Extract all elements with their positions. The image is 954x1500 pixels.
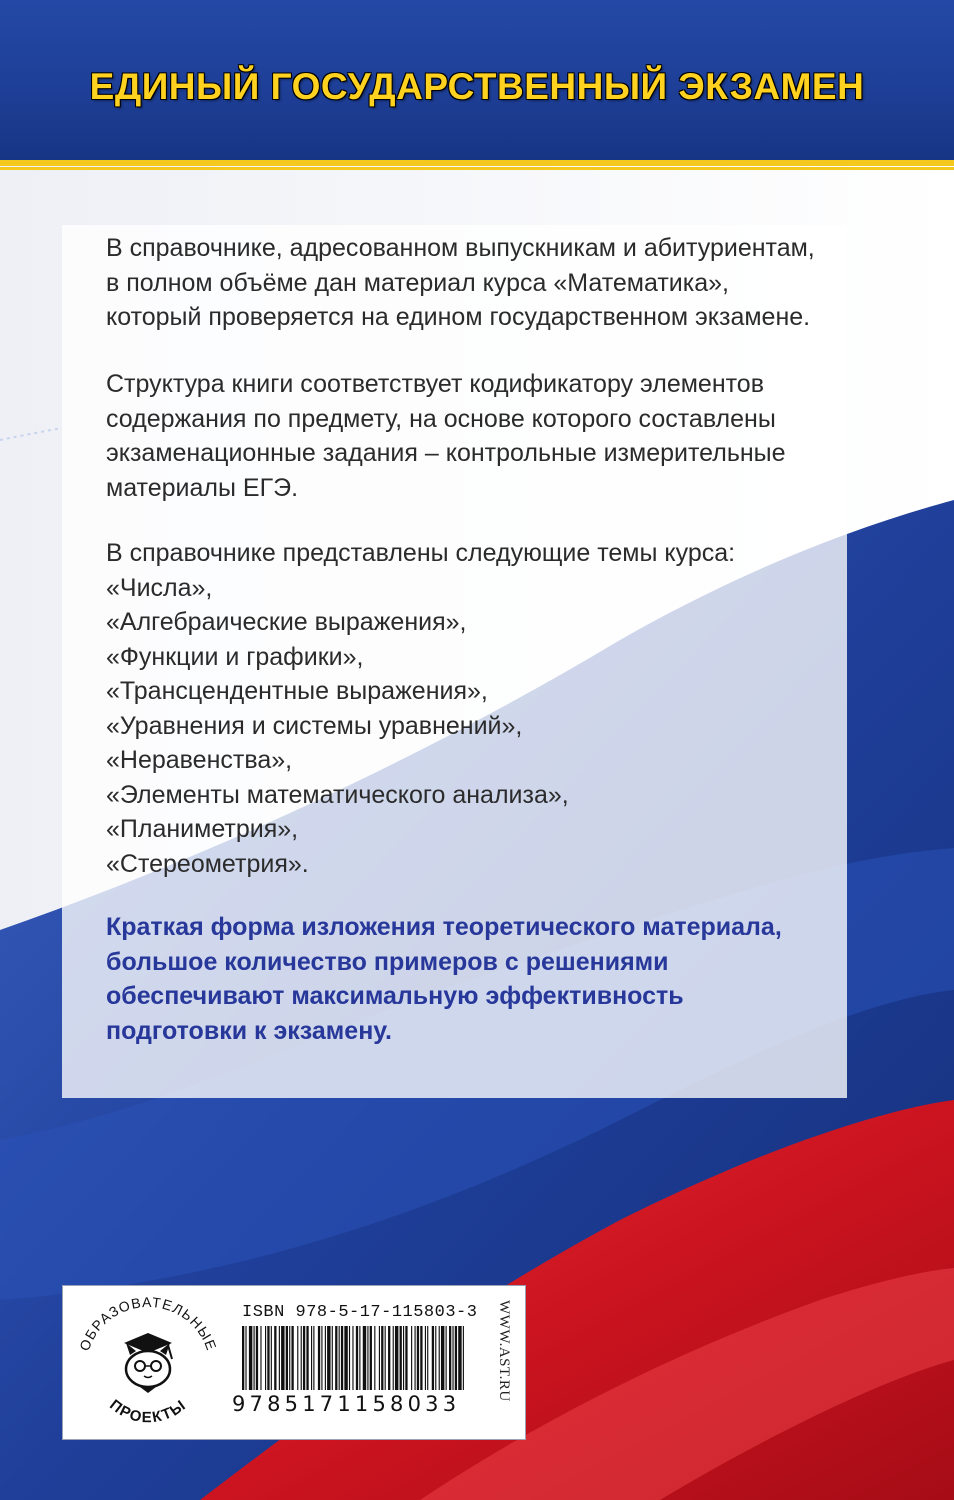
barcode-bar <box>289 1326 290 1390</box>
barcode <box>240 1326 468 1390</box>
barcode-bar <box>242 1326 244 1390</box>
topic-item: «Функции и графики», <box>106 642 364 671</box>
barcode-bar <box>427 1326 428 1390</box>
cat-icon <box>124 1333 172 1393</box>
barcode-bar <box>403 1326 404 1390</box>
barcode-bar <box>249 1326 252 1390</box>
topics-section <box>106 536 826 881</box>
accent-paragraph: Краткая форма изложения теоретического материала, большое количество примеров с решениями обеспечивают максимальную эффективность подготовки к экзамену. <box>106 913 782 1045</box>
topic-item: «Уравнения и системы уравнений», <box>106 711 523 740</box>
barcode-bar <box>256 1326 258 1390</box>
barcode-bar <box>254 1326 255 1390</box>
barcode-bar <box>417 1326 419 1390</box>
barcode-bar <box>400 1326 402 1390</box>
barcode-bar <box>411 1326 412 1390</box>
barcode-bar <box>260 1326 261 1390</box>
barcode-bar <box>349 1326 350 1390</box>
barcode-bar <box>297 1326 298 1390</box>
topic-item: «Планиметрия», <box>106 815 299 843</box>
barcode-bar <box>446 1326 447 1390</box>
barcode-bar <box>274 1326 276 1390</box>
barcode-bar <box>279 1326 280 1390</box>
isbn-number: ISBN 978-5-17-115803-3 <box>242 1303 478 1322</box>
header-band <box>0 0 954 166</box>
barcode-bar <box>425 1326 426 1390</box>
barcode-bar <box>359 1326 360 1390</box>
barcode-bar <box>367 1326 368 1390</box>
barcode-bar <box>441 1326 444 1390</box>
barcode-bar <box>339 1326 340 1390</box>
barcode-bar <box>301 1326 302 1390</box>
topics-intro: В справочнике представлены следующие темы курса: <box>106 539 736 567</box>
barcode-bar <box>265 1326 266 1390</box>
intro-paragraph: В справочнике, адресованном выпускникам и абитуриентам, в полном объёме дан материал курса «Математика», который проверяется на едином государственном экзамене. <box>106 234 815 331</box>
barcode-bar <box>286 1326 288 1390</box>
structure-paragraph: Структура книги соответствует кодификатору элементов содержания по предмету, на основе которого составлены экзаменационные задания – контрольные измерительные материалы ЕГЭ. <box>106 370 786 502</box>
barcode-bar <box>291 1326 293 1390</box>
topic-item: «Числа», <box>106 573 213 602</box>
barcode-bar <box>313 1326 314 1390</box>
barcode-bar <box>344 1326 347 1390</box>
barcode-bar <box>352 1326 353 1390</box>
logo-text-bottom: ПРОЕКТЫ <box>106 1396 190 1427</box>
barcode-bar <box>311 1326 312 1390</box>
barcode-bar <box>455 1326 457 1390</box>
barcode-bar <box>463 1326 464 1390</box>
barcode-bar <box>393 1326 394 1390</box>
barcode-bar <box>435 1326 436 1390</box>
barcode-bar <box>363 1326 366 1390</box>
barcode-bar <box>356 1326 358 1390</box>
barcode-bar <box>370 1326 372 1390</box>
barcode-bar <box>374 1326 375 1390</box>
barcode-bar <box>327 1326 330 1390</box>
topic-item: «Неравенства», <box>106 746 293 774</box>
topic-item: «Стереометрия». <box>106 849 309 878</box>
barcode-bar <box>335 1326 337 1390</box>
topic-item: «Элементы математического анализа», <box>106 780 569 809</box>
barcode-bar <box>303 1326 305 1390</box>
topics-list <box>106 571 826 882</box>
barcode-bar <box>420 1326 422 1390</box>
publisher-logo <box>68 1291 228 1431</box>
barcode-bar <box>306 1326 308 1390</box>
website-url: WWW.AST.RU <box>496 1300 512 1402</box>
barcode-bar <box>385 1326 386 1390</box>
barcode-bar <box>379 1326 380 1390</box>
barcode-bar <box>325 1326 326 1390</box>
barcode-bar <box>245 1326 246 1390</box>
barcode-bar <box>415 1326 416 1390</box>
topic-item: «Трансцендентные выражения», <box>106 677 488 705</box>
barcode-bar <box>381 1326 383 1390</box>
logo-text-top: ОБРАЗОВАТЕЛЬНЫЕ <box>75 1293 221 1354</box>
barcode-bar <box>452 1326 453 1390</box>
barcode-bar <box>341 1326 343 1390</box>
barcode-bar <box>395 1326 398 1390</box>
barcode-bar <box>318 1326 320 1390</box>
barcode-bar <box>405 1326 407 1390</box>
barcode-bar <box>281 1326 284 1390</box>
barcode-bar <box>458 1326 461 1390</box>
svg-text:ПРОЕКТЫ <box>106 1396 189 1426</box>
series-title: ЕДИНЫЙ ГОСУДАРСТВЕННЫЙ ЭКЗАМЕН <box>89 66 865 107</box>
barcode-bar <box>432 1326 434 1390</box>
barcode-bar <box>271 1326 272 1390</box>
barcode-bar <box>267 1326 269 1390</box>
barcode-digits: 9785171158033 <box>232 1392 461 1416</box>
barcode-bar <box>388 1326 390 1390</box>
topic-item: «Алгебраические выражения», <box>106 608 467 636</box>
barcode-bar <box>321 1326 322 1390</box>
barcode-bar <box>439 1326 440 1390</box>
barcode-bar <box>449 1326 451 1390</box>
barcode-bar <box>332 1326 333 1390</box>
